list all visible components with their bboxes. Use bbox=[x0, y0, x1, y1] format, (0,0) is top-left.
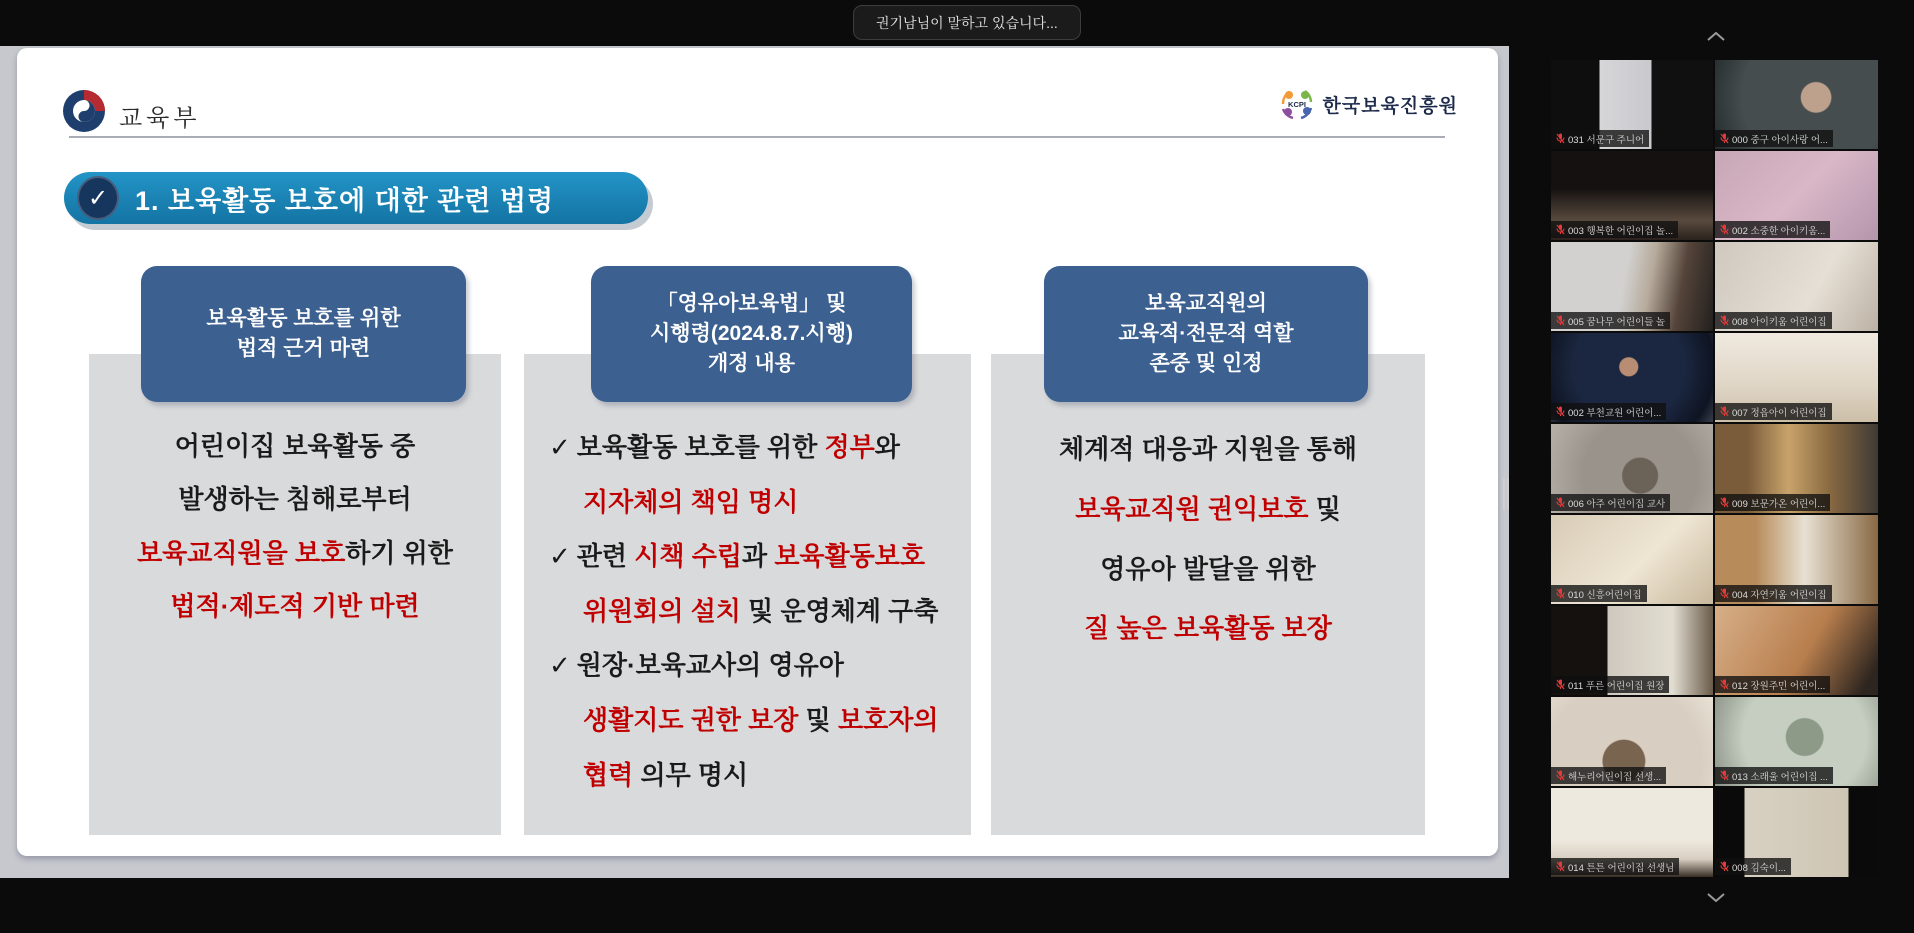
participant-tile[interactable] bbox=[1715, 424, 1878, 513]
participant-tile[interactable] bbox=[1551, 697, 1713, 786]
slide-text-line: 발생하는 침해로부터 bbox=[178, 484, 412, 515]
participant-name-label bbox=[1715, 130, 1833, 147]
kcpi-logo bbox=[1279, 86, 1458, 122]
participant-tile[interactable] bbox=[1715, 515, 1878, 604]
participant-name-label bbox=[1715, 403, 1832, 420]
participant-name: 012 장원주민 어린이... bbox=[1732, 680, 1826, 692]
column-header-1 bbox=[141, 266, 466, 402]
column-header-line: 존중 및 인정 bbox=[1149, 351, 1263, 375]
participant-name-label bbox=[1715, 312, 1832, 329]
participant-tile[interactable] bbox=[1551, 242, 1713, 331]
mic-muted-icon bbox=[1556, 133, 1565, 144]
participant-tile[interactable] bbox=[1551, 788, 1713, 877]
column-body-2 bbox=[535, 420, 971, 802]
svg-text:KCPI: KCPI bbox=[1287, 100, 1306, 109]
column-header-line: 교육적·전문적 역할 bbox=[1118, 322, 1294, 346]
slide-text-line: 위원회의 설치 및 운영체계 구축 bbox=[583, 595, 939, 626]
participant-tile[interactable] bbox=[1715, 697, 1878, 786]
participant-name: 011 푸른 어린이집 원장 bbox=[1568, 680, 1665, 692]
participant-name: 006 아주 어린이집 교사 bbox=[1568, 498, 1666, 510]
slide-page bbox=[17, 48, 1498, 856]
participant-name: 009 보문가온 어린이... bbox=[1732, 498, 1826, 510]
slide-text-line: 보육교직원 권익보호 및 bbox=[1075, 493, 1341, 524]
mic-muted-icon bbox=[1720, 497, 1729, 508]
participant-name-label bbox=[1551, 221, 1678, 238]
check-circle-icon: ✓ bbox=[77, 176, 119, 220]
column-header-line: 「영유아보육법」 및 bbox=[656, 292, 847, 316]
screen-share-view bbox=[0, 46, 1509, 878]
mic-muted-icon bbox=[1556, 770, 1565, 781]
mic-muted-icon bbox=[1720, 679, 1729, 690]
section-title-banner bbox=[64, 172, 648, 224]
kcpi-emblem-icon bbox=[1279, 86, 1315, 122]
participant-name: 008 아이키움 어린이집 bbox=[1732, 316, 1827, 328]
column-header-line: 개정 내용 bbox=[708, 351, 795, 375]
mic-muted-icon bbox=[1720, 770, 1729, 781]
slide-text-line: 질 높은 보육활동 보장 bbox=[1084, 613, 1332, 644]
participants-grid bbox=[1551, 60, 1878, 877]
speaking-toast bbox=[853, 5, 1081, 40]
participant-name: 000 중구 아이사랑 어... bbox=[1732, 134, 1828, 146]
participant-name-label bbox=[1551, 767, 1666, 784]
section-title: 1. 보육활동 보호에 대한 관련 법령 bbox=[135, 185, 555, 216]
participant-name: 002 소중한 아이키움... bbox=[1732, 225, 1826, 237]
slide-text-line: 지자체의 책임 명시 bbox=[583, 486, 799, 517]
slide-text-line: 영유아 발달을 위한 bbox=[1100, 553, 1316, 584]
mic-muted-icon bbox=[1556, 224, 1565, 235]
check-bullet: ✓ bbox=[549, 650, 571, 681]
participant-name: 031 서문구 주니어 bbox=[1568, 134, 1645, 146]
slide-text-line: ✓ 원장·보육교사의 영유아 bbox=[549, 650, 844, 681]
mic-muted-icon bbox=[1556, 406, 1565, 417]
chevron-down-icon bbox=[1707, 893, 1725, 902]
participant-tile[interactable] bbox=[1715, 242, 1878, 331]
check-bullet: ✓ bbox=[549, 541, 571, 572]
participant-name-label bbox=[1715, 494, 1830, 511]
mic-muted-icon bbox=[1556, 861, 1565, 872]
participant-name: 002 부천교원 어린이... bbox=[1568, 407, 1662, 419]
column-body-1 bbox=[89, 420, 501, 633]
header-divider bbox=[69, 136, 1445, 138]
mic-muted-icon bbox=[1720, 315, 1729, 326]
slide-text-line: 법적·제도적 기반 마련 bbox=[170, 590, 420, 621]
slide-text-line: 생활지도 권한 보장 및 보호자의 bbox=[583, 704, 939, 735]
participant-name-label bbox=[1551, 312, 1670, 329]
participant-name-label bbox=[1551, 494, 1670, 511]
chevron-up-icon bbox=[1707, 32, 1725, 41]
column-header-line: 보육교직원의 bbox=[1145, 292, 1267, 316]
mic-muted-icon bbox=[1556, 497, 1565, 508]
participant-name-label bbox=[1551, 403, 1666, 420]
slide-text-line: 어린이집 보육활동 중 bbox=[174, 431, 416, 461]
column-header-2 bbox=[591, 266, 912, 402]
mic-muted-icon bbox=[1556, 315, 1565, 326]
participant-tile[interactable] bbox=[1551, 151, 1713, 240]
slide-text-line: 협력 의무 명시 bbox=[583, 759, 749, 790]
participant-tile[interactable] bbox=[1551, 606, 1713, 695]
participant-name: 003 행복한 어린이집 놀... bbox=[1568, 225, 1674, 237]
participant-tile[interactable] bbox=[1551, 515, 1713, 604]
slide-text-line: ✓ 관련 시책 수립과 보육활동보호 bbox=[549, 541, 926, 572]
mic-muted-icon bbox=[1720, 406, 1729, 417]
participant-name-label bbox=[1715, 767, 1833, 784]
participant-tile[interactable] bbox=[1715, 60, 1878, 149]
mic-muted-icon bbox=[1720, 588, 1729, 599]
participant-name: 005 꿈나무 어린이들 놀 bbox=[1568, 316, 1666, 328]
participant-tile[interactable] bbox=[1551, 333, 1713, 422]
ministry-emblem-icon bbox=[61, 88, 107, 134]
speaking-toast-text: 권기남님이 말하고 있습니다... bbox=[876, 14, 1058, 31]
panel-resize-handle[interactable] bbox=[1503, 478, 1510, 510]
slide-text-line: ✓ 보육활동 보호를 위한 정부와 bbox=[549, 432, 900, 462]
participant-name: 010 신흥어린이집 bbox=[1568, 589, 1642, 601]
mic-muted-icon bbox=[1720, 224, 1729, 235]
participant-name-label bbox=[1715, 221, 1830, 238]
participant-name: 013 소래울 어린이집 ... bbox=[1732, 771, 1828, 783]
participants-scroll-up-button[interactable] bbox=[1698, 27, 1734, 45]
mic-muted-icon bbox=[1556, 679, 1565, 690]
column-header-line: 법적 근거 마련 bbox=[236, 337, 371, 360]
participant-tile[interactable] bbox=[1551, 60, 1713, 149]
participant-tile[interactable] bbox=[1715, 606, 1878, 695]
mic-muted-icon bbox=[1720, 133, 1729, 144]
mic-muted-icon bbox=[1720, 861, 1729, 872]
column-header-line: 시행령(2024.8.7.시행) bbox=[650, 322, 853, 346]
column-header-3 bbox=[1044, 266, 1368, 402]
column-body-3 bbox=[991, 420, 1425, 659]
kcpi-name: 한국보육진흥원 bbox=[1322, 95, 1458, 117]
participant-name-label bbox=[1551, 858, 1679, 875]
ministry-name: 교육부 bbox=[119, 105, 201, 132]
mic-muted-icon bbox=[1556, 588, 1565, 599]
participant-tile[interactable] bbox=[1551, 424, 1713, 513]
participant-name-label bbox=[1715, 585, 1832, 602]
participant-name: 007 정읍아이 어린이집 bbox=[1732, 407, 1827, 419]
participant-tile[interactable] bbox=[1715, 151, 1878, 240]
participants-scroll-down-button[interactable] bbox=[1698, 888, 1734, 906]
participant-name: 014 튼튼 어린이집 선생님 bbox=[1568, 862, 1675, 874]
column-header-line: 보육활동 보호를 위한 bbox=[206, 307, 401, 331]
participant-tile[interactable] bbox=[1715, 333, 1878, 422]
participant-name: 004 자연키움 어린이집 bbox=[1732, 589, 1827, 601]
participant-name-label bbox=[1551, 130, 1649, 147]
participant-name-label bbox=[1551, 585, 1647, 602]
participant-name: 해누리어린이집 선생... bbox=[1568, 771, 1662, 783]
participant-name-label bbox=[1715, 676, 1830, 693]
participant-name-label bbox=[1551, 676, 1669, 693]
slide-text-line: 체계적 대응과 지원을 통해 bbox=[1059, 434, 1357, 464]
participant-name-label bbox=[1715, 858, 1791, 875]
check-bullet: ✓ bbox=[549, 432, 571, 462]
participant-name: 008 김숙이... bbox=[1732, 862, 1786, 874]
participant-tile[interactable] bbox=[1715, 788, 1878, 877]
slide-text-line: 보육교직원을 보호하기 위한 bbox=[137, 537, 453, 568]
